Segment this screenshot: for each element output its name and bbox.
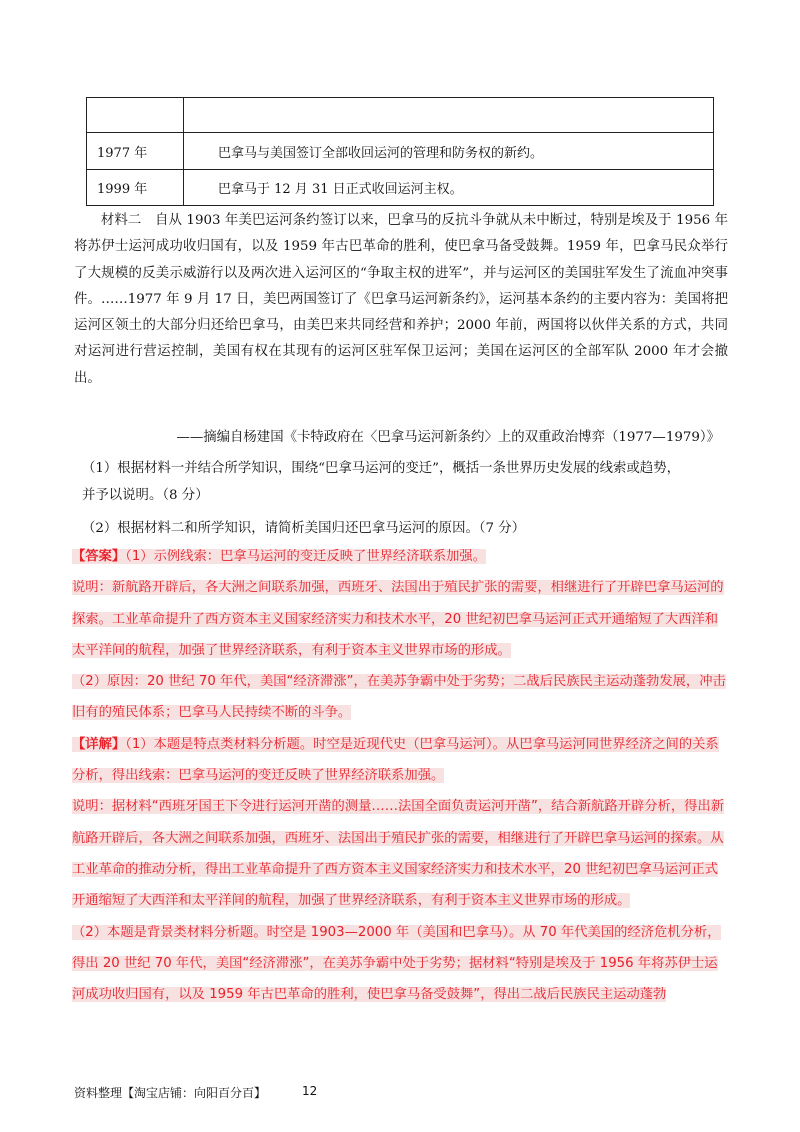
page-number: 12 <box>302 1084 318 1098</box>
page-footer <box>74 1084 318 1101</box>
table-row <box>87 98 714 133</box>
question-2: （2）根据材料二和所学知识，请简析美国归还巴拿马运河的原因。（7 分） <box>82 521 526 536</box>
detail-explain-text: 说明：据材料“西班牙国王下令进行运河开凿的测量……法国全面负责运河开凿”，结合新航路开辟分析，得出新航路开辟后，各大洲之间联系加强，西班牙、法国出于殖民扩张的需要，相继进行了开辟巴拿马运河的探索。从工业革命的推动分析，得出工业革命提升了西方资本主义国家经济实力和技术水平，20 世纪初巴拿马运河正式开通缩短了大西洋和太平洋间的航程，加强了世界经济联系，有利于资本主义世界市场的形成。 <box>72 799 725 909</box>
answer-explain-text: 说明：新航路开辟后，各大洲之间联系加强，西班牙、法国出于殖民扩张的需要，相继进行了开辟巴拿马运河的探索。工业革命提升了西方资本主义国家经济实力和技术水平，20 世纪初巴拿马运河正式开通缩短了大西洋和太平洋间的航程，加强了世界经济联系，有利于资本主义世界市场的形成。 <box>72 580 724 658</box>
detail-explain <box>72 791 730 916</box>
table-cell-event <box>184 98 714 133</box>
answer-part2-text: （2）原因：20 世纪 70 年代，美国“经济滞涨”，在美苏争霸中处于劣势；二战后民族民主运动蓬勃发展，冲击旧有的殖民体系；巴拿马人民持续不断的斗争。 <box>72 674 726 721</box>
material2-paragraph: 材料二 自从 1903 年美巴运河条约签订以来，巴拿马的反抗斗争就从未中断过，特别是埃及于 1956 年将苏伊士运河成功收归国有，以及 1959 年古巴革命的胜利，使巴拿马备受鼓舞。1959 年，巴拿马民众举行了大规模的反美示威游行以及两次进入运河区的“争取主权的进军”，并与运河区的美国驻军发生了流血冲突事件。……1977 年 9 月 17 日，美巴两国签订了《巴拿马运河新条约》，运河基本条约的主要内容为：美国将把运河区领土的大部分归还给巴拿马，由美巴来共同经营和养护；2000 年前，两国将以伙伴关系的方式，共同对运河进行营运控制，美国有权在其现有的运河区驻军保卫运河；美国在运河区的全部军队 2000 年才会撤出。 <box>74 213 728 386</box>
questions-block <box>74 455 728 542</box>
table-cell-year: 1999 年 <box>87 170 184 206</box>
detail-part2-text: （2）本题是背景类材料分析题。时空是 1903—2000 年（美国和巴拿马）。从 70 年代美国的经济危机分析，得出 20 世纪 70 年代，美国“经济滞涨”，在美苏争霸中处于劣势；据材料“特别是埃及于 1956 年将苏伊士运河成功收归国有，以及 1959 年古巴革命的胜利，使巴拿马备受鼓舞”，得出二战后民族民主运动蓬勃 <box>72 924 721 1003</box>
material1-table <box>86 97 714 206</box>
table-cell-event: 巴拿马与美国签订全部收回运河的管理和防务权的新约。 <box>184 133 714 170</box>
detail-tag: 【详解】 <box>72 736 126 752</box>
table-cell-year: 1977 年 <box>87 133 184 170</box>
answer-tag: 【答案】 <box>72 549 126 564</box>
answer-line1 <box>72 541 730 572</box>
detail-part2 <box>72 917 730 1011</box>
answer-part2 <box>72 666 730 729</box>
table-cell-event: 巴拿马于 12 月 31 日正式收回运河主权。 <box>184 170 714 206</box>
question-1-continuation: 并予以说明。（8 分） <box>82 488 209 503</box>
detail-line1 <box>72 729 730 792</box>
detail-text-1: （1）本题是特点类材料分析题。时空是近现代史（巴拿马运河）。从巴拿马运河同世界经济之间的关系分析，得出线索：巴拿马运河的变迁反映了世界经济联系加强。 <box>72 736 719 784</box>
material2-source: ——摘编自杨建国《卡特政府在〈巴拿马运河新条约〉上的双重政治博弈（1977—1979）》 <box>176 430 720 445</box>
answer-text-1: （1）示例线索：巴拿马运河的变迁反映了世界经济联系加强。 <box>125 549 487 564</box>
table-row <box>87 133 714 170</box>
question-1: （1）根据材料一并结合所学知识，围绕“巴拿马运河的变迁”，概括一条世界历史发展的线索或趋势， <box>82 461 681 476</box>
material2-block <box>74 208 728 392</box>
table-cell-year <box>87 98 184 133</box>
answer-explain <box>72 572 730 666</box>
footer-text: 资料整理【淘宝店铺：向阳百分百】 <box>74 1086 267 1100</box>
table-row <box>87 170 714 206</box>
answer-section <box>72 541 730 1010</box>
